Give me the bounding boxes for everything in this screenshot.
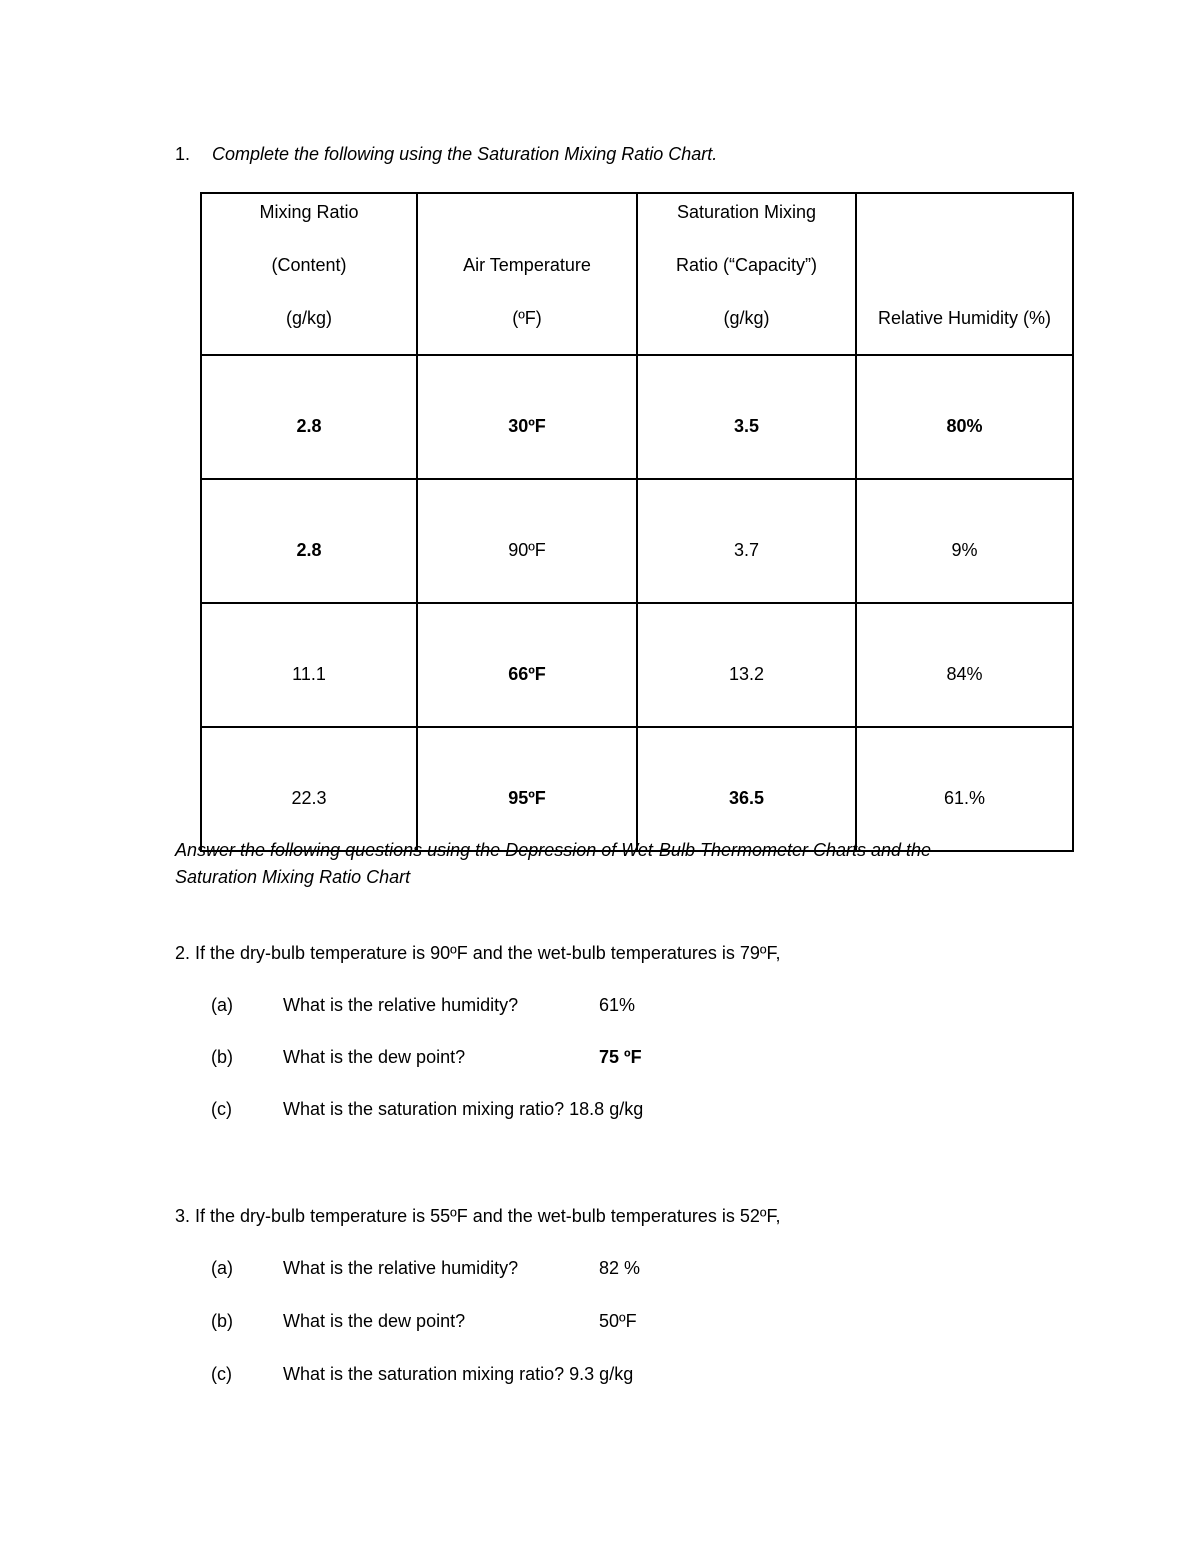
table-cell: 80%	[856, 355, 1073, 479]
instructions: Answer the following questions using the Depression of Wet-Bulb Thermometer Charts and the Saturation Mixing Ratio Chart	[175, 840, 932, 887]
question-3-text: 3. If the dry-bulb temperature is 55ºF and the wet-bulb temperatures is 52ºF,	[175, 1206, 781, 1226]
table-cell: 61.%	[856, 727, 1073, 851]
table-cell: 22.3	[201, 727, 417, 851]
question-1-prompt	[175, 144, 717, 165]
table-row	[201, 355, 1073, 479]
answer-2a: 61%	[599, 995, 636, 1015]
table-cell: 36.5	[637, 727, 856, 851]
table-row	[201, 603, 1073, 727]
table-cell: 13.2	[637, 603, 856, 727]
table-cell: 66ºF	[417, 603, 637, 727]
table-row	[201, 479, 1073, 603]
mixing-ratio-table	[200, 192, 1074, 852]
header-relative-humidity: Relative Humidity (%)	[856, 193, 1073, 355]
table-header-row	[201, 193, 1073, 355]
table-cell: 95ºF	[417, 727, 637, 851]
table-cell: 3.7	[637, 479, 856, 603]
answer-3c: 9.3 g/kg	[569, 1364, 634, 1384]
answer-2b: 75 ºF	[599, 1047, 642, 1067]
question-2-text: 2. If the dry-bulb temperature is 90ºF and the wet-bulb temperatures is 79ºF,	[175, 943, 781, 963]
answer-2c: 18.8 g/kg	[569, 1099, 644, 1119]
answer-3a: 82 %	[599, 1258, 641, 1278]
table-row	[201, 727, 1073, 851]
table-cell: 90ºF	[417, 479, 637, 603]
answer-3b: 50ºF	[599, 1311, 637, 1331]
table-cell: 9%	[856, 479, 1073, 603]
header-saturation-mixing-ratio: Saturation Mixing Ratio (“Capacity”) (g/kg)	[637, 193, 856, 355]
table-cell: 11.1	[201, 603, 417, 727]
table-cell: 30ºF	[417, 355, 637, 479]
table-cell: 2.8	[201, 355, 417, 479]
header-air-temperature: Air Temperature (ºF)	[417, 193, 637, 355]
table-cell: 3.5	[637, 355, 856, 479]
question-1-number: 1.	[175, 144, 191, 164]
table-cell: 2.8	[201, 479, 417, 603]
question-1-text: Complete the following using the Saturation Mixing Ratio Chart.	[212, 144, 718, 164]
header-mixing-ratio: Mixing Ratio (Content) (g/kg)	[201, 193, 417, 355]
table-cell: 84%	[856, 603, 1073, 727]
